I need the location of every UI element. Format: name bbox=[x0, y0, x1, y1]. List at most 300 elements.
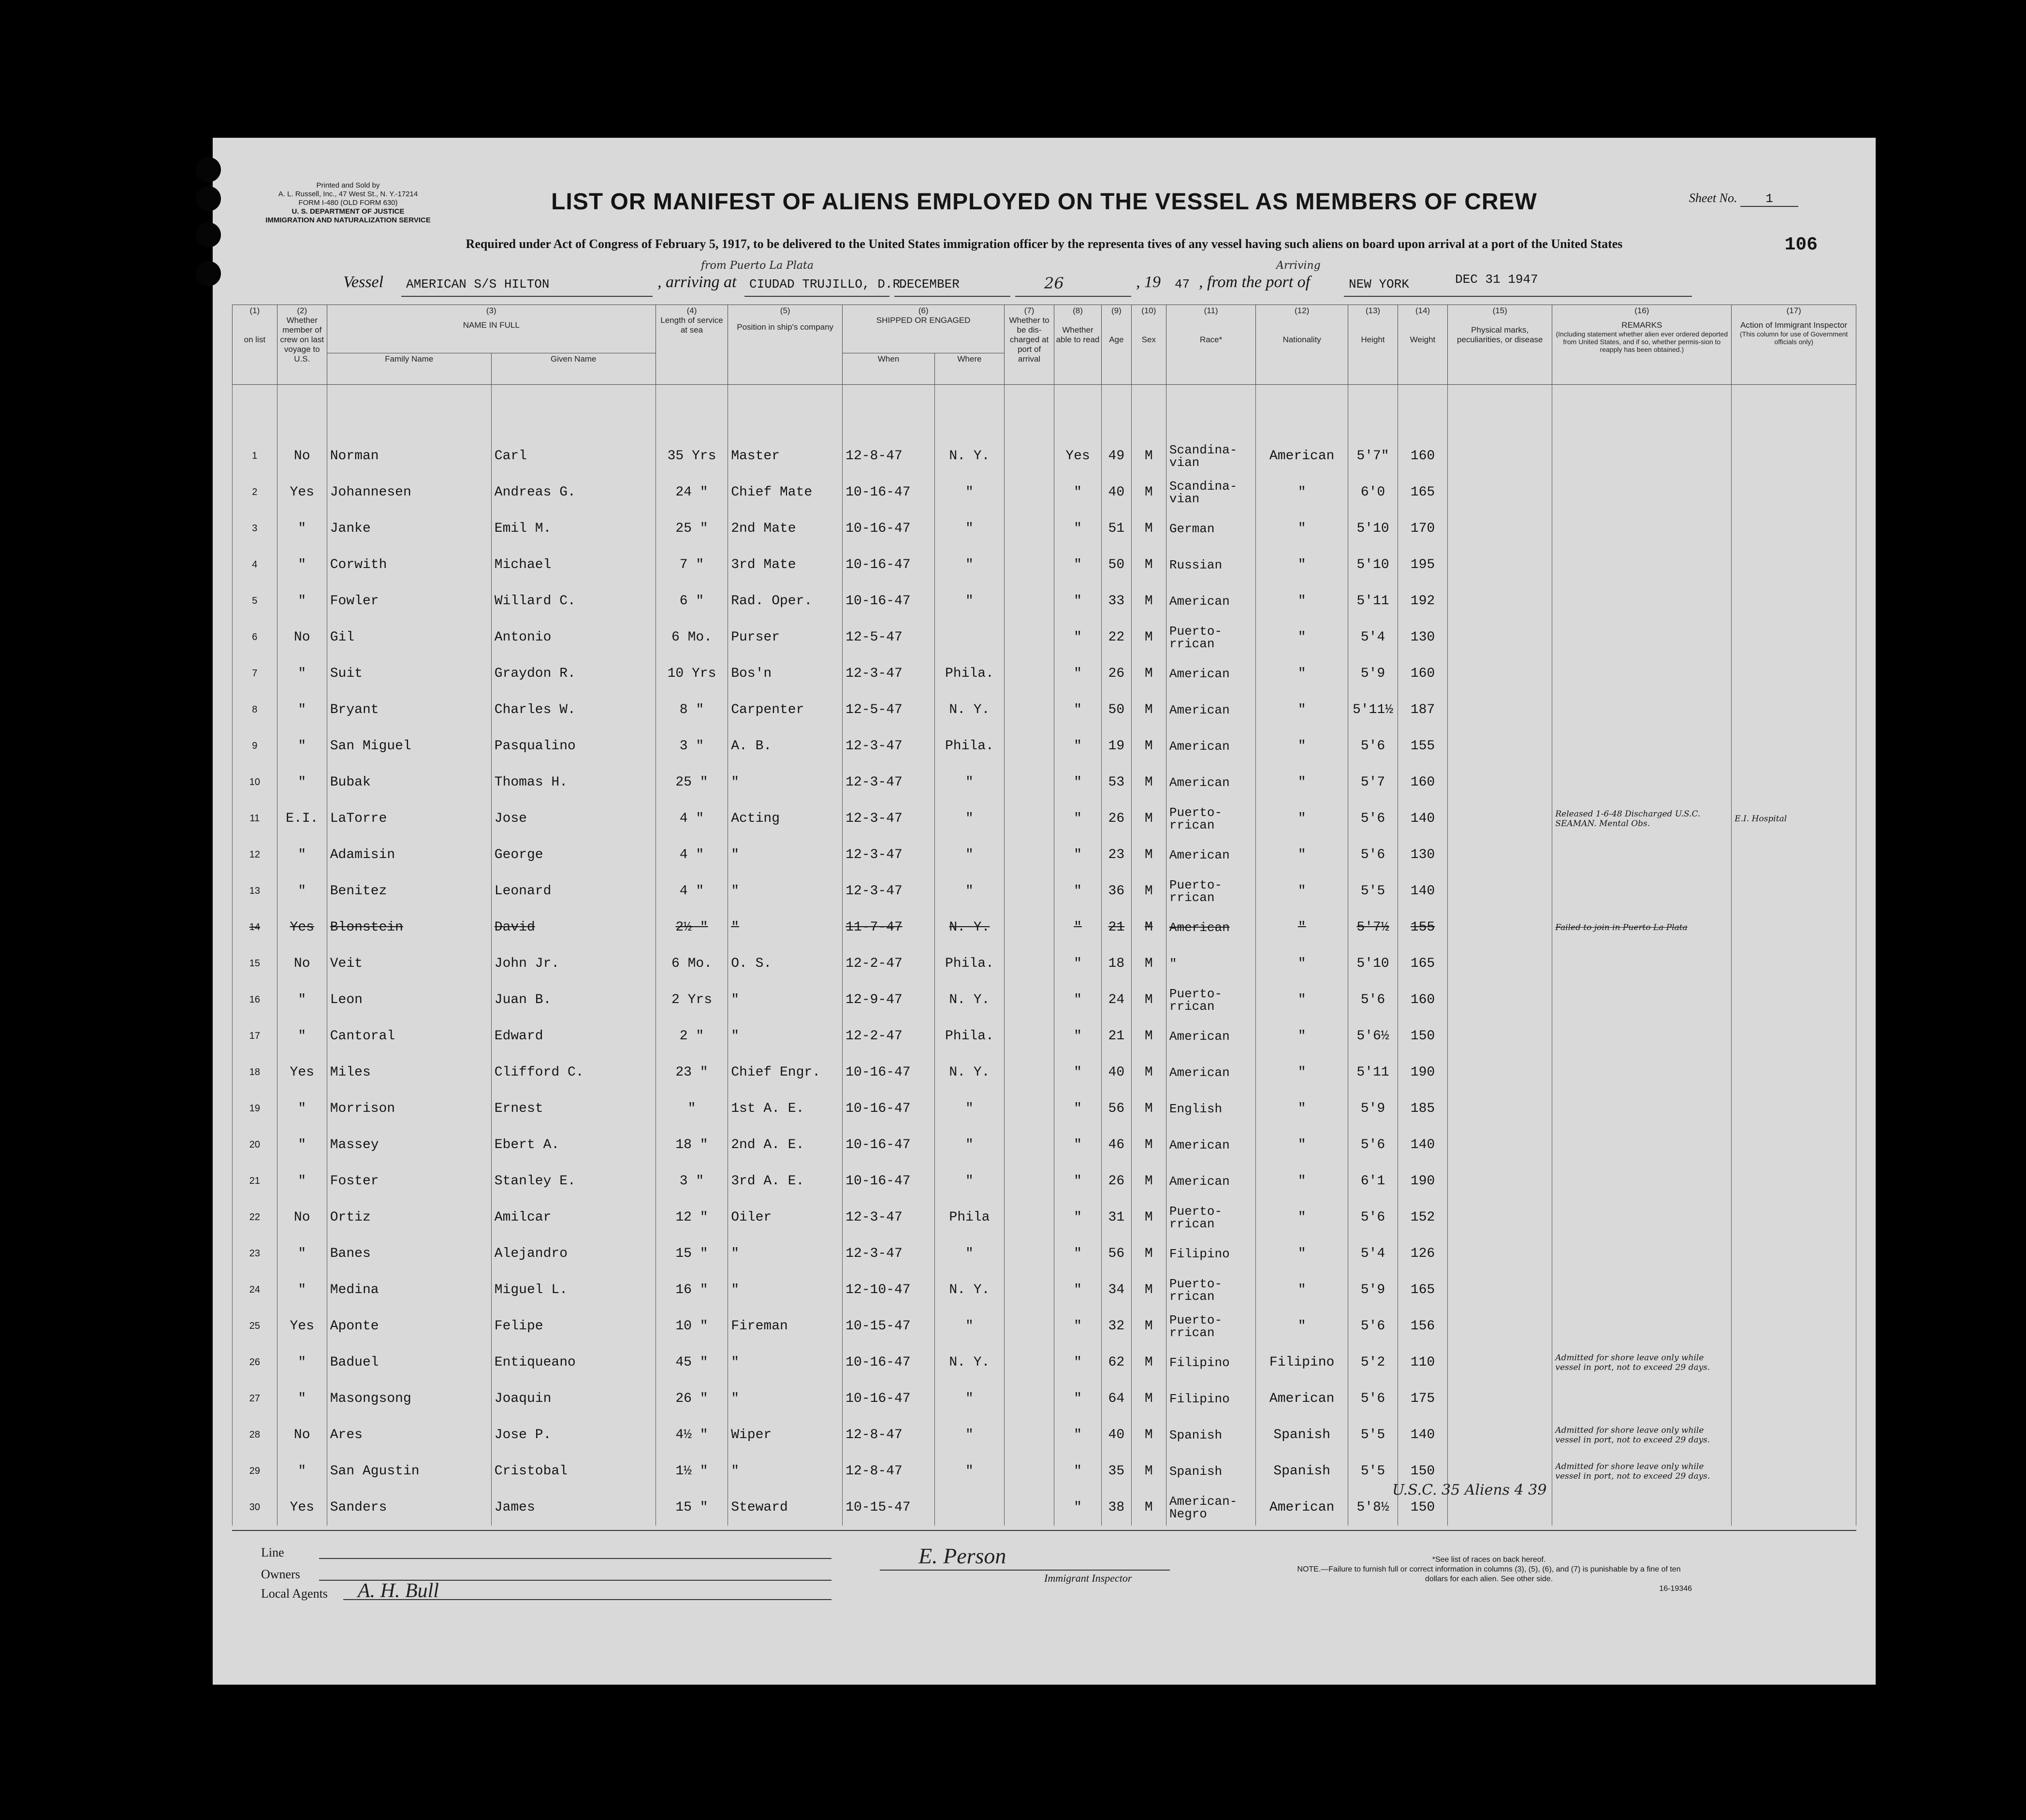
given-name-cell: Leonard bbox=[491, 873, 656, 909]
shipped-when-cell: 10-16-47 bbox=[843, 1127, 935, 1163]
remarks-cell bbox=[1552, 982, 1732, 1018]
family-name-cell: Baduel bbox=[327, 1344, 491, 1381]
weight-cell: 185 bbox=[1398, 1091, 1447, 1127]
weight-cell: 165 bbox=[1398, 1272, 1447, 1308]
shipped-where-cell: " bbox=[934, 1417, 1004, 1453]
given-name-cell: Thomas H. bbox=[491, 764, 656, 801]
given-name-cell: George bbox=[491, 837, 656, 873]
height-cell: 6'1 bbox=[1348, 1163, 1398, 1199]
age-cell: 26 bbox=[1101, 1163, 1131, 1199]
prev-voyage-cell: No bbox=[277, 946, 327, 982]
shipped-when-cell: 10-15-47 bbox=[843, 1489, 935, 1526]
physical-marks-cell bbox=[1448, 438, 1552, 474]
position-cell: Master bbox=[728, 438, 843, 474]
age-cell: 50 bbox=[1101, 692, 1131, 728]
weight-cell: 160 bbox=[1398, 764, 1447, 801]
col-header-given: Given Name bbox=[491, 353, 656, 385]
prev-voyage-cell: " bbox=[277, 873, 327, 909]
inspector-signature: E. Person bbox=[918, 1543, 1006, 1568]
position-cell: O. S. bbox=[728, 946, 843, 982]
position-cell: Chief Engr. bbox=[728, 1054, 843, 1091]
inspector-action-cell bbox=[1732, 1272, 1856, 1308]
row-number-cell: 27 bbox=[233, 1381, 277, 1417]
discharged-at-port-cell bbox=[1005, 1091, 1054, 1127]
physical-marks-cell bbox=[1448, 982, 1552, 1018]
position-cell: Carpenter bbox=[728, 692, 843, 728]
table-row bbox=[233, 982, 1856, 1018]
race-cell: American bbox=[1166, 728, 1255, 764]
remarks-cell bbox=[1552, 946, 1732, 982]
remarks-cell bbox=[1552, 1236, 1732, 1272]
length-of-service-cell: 4½ " bbox=[656, 1417, 728, 1453]
length-of-service-cell: 45 " bbox=[656, 1344, 728, 1381]
length-of-service-cell: 35 Yrs bbox=[656, 438, 728, 474]
physical-marks-cell bbox=[1448, 1272, 1552, 1308]
inspector-action-cell bbox=[1732, 1236, 1856, 1272]
col-header-9: (9) Age bbox=[1101, 305, 1131, 385]
document-title: LIST OR MANIFEST OF ALIENS EMPLOYED ON THE VESSEL AS MEMBERS OF CREW bbox=[551, 189, 1537, 215]
height-cell: 5'6 bbox=[1348, 1308, 1398, 1344]
given-name-cell: Ebert A. bbox=[491, 1127, 656, 1163]
height-cell: 5'9 bbox=[1348, 1091, 1398, 1127]
shipped-where-cell: " bbox=[934, 801, 1004, 837]
height-cell: 5'9 bbox=[1348, 655, 1398, 692]
remarks-cell bbox=[1552, 1308, 1732, 1344]
prev-voyage-cell: No bbox=[277, 1199, 327, 1236]
physical-marks-cell bbox=[1448, 1308, 1552, 1344]
position-cell: " bbox=[728, 1018, 843, 1054]
physical-marks-cell bbox=[1448, 655, 1552, 692]
inspector-action-cell bbox=[1732, 1163, 1856, 1199]
family-name-cell: San Agustin bbox=[327, 1453, 491, 1489]
table-row bbox=[233, 474, 1856, 510]
family-name-cell: Janke bbox=[327, 510, 491, 547]
col-header-14: (14) Weight bbox=[1398, 305, 1447, 385]
position-cell: " bbox=[728, 1453, 843, 1489]
family-name-cell: Suit bbox=[327, 655, 491, 692]
shipped-where-cell: Phila. bbox=[934, 1018, 1004, 1054]
nationality-cell: " bbox=[1256, 655, 1348, 692]
age-cell: 38 bbox=[1101, 1489, 1131, 1526]
prev-voyage-cell: E.I. bbox=[277, 801, 327, 837]
race-cell: Puerto-rrican bbox=[1166, 982, 1255, 1018]
family-name-cell: Medina bbox=[327, 1272, 491, 1308]
discharged-at-port-cell bbox=[1005, 1453, 1054, 1489]
inspector-action-cell bbox=[1732, 873, 1856, 909]
position-cell: " bbox=[728, 982, 843, 1018]
row-number-cell: 10 bbox=[233, 764, 277, 801]
prev-voyage-cell: No bbox=[277, 438, 327, 474]
family-name-cell: Aponte bbox=[327, 1308, 491, 1344]
family-name-cell: San Miguel bbox=[327, 728, 491, 764]
weight-cell: 187 bbox=[1398, 692, 1447, 728]
physical-marks-cell bbox=[1448, 873, 1552, 909]
nationality-cell: " bbox=[1256, 1236, 1348, 1272]
physical-marks-cell bbox=[1448, 728, 1552, 764]
physical-marks-cell bbox=[1448, 1417, 1552, 1453]
date-stamp: DEC 31 1947 bbox=[1455, 272, 1538, 287]
discharged-at-port-cell bbox=[1005, 873, 1054, 909]
family-name-cell: Ortiz bbox=[327, 1199, 491, 1236]
family-name-cell: Johannesen bbox=[327, 474, 491, 510]
prev-voyage-cell: " bbox=[277, 837, 327, 873]
table-row bbox=[233, 619, 1856, 655]
physical-marks-cell bbox=[1448, 583, 1552, 619]
table-row bbox=[233, 1127, 1856, 1163]
age-cell: 32 bbox=[1101, 1308, 1131, 1344]
row-number-cell: 26 bbox=[233, 1344, 277, 1381]
height-cell: 5'10 bbox=[1348, 946, 1398, 982]
crew-table bbox=[232, 305, 1856, 1526]
arrival-month: DECEMBER bbox=[899, 277, 960, 291]
inspector-action-cell bbox=[1732, 474, 1856, 510]
prev-voyage-cell: " bbox=[277, 655, 327, 692]
weight-cell: 140 bbox=[1398, 873, 1447, 909]
shipped-where-cell: N. Y. bbox=[934, 1272, 1004, 1308]
weight-cell: 110 bbox=[1398, 1344, 1447, 1381]
table-row bbox=[233, 547, 1856, 583]
family-name-cell: Bubak bbox=[327, 764, 491, 801]
row-number-cell: 2 bbox=[233, 474, 277, 510]
able-to-read-cell: " bbox=[1054, 1091, 1102, 1127]
given-name-cell: James bbox=[491, 1489, 656, 1526]
length-of-service-cell: 6 Mo. bbox=[656, 619, 728, 655]
discharged-at-port-cell bbox=[1005, 909, 1054, 946]
vessel-line: Vessel AMERICAN S/S HILTON , arriving at from Puerto La Plata CIUDAD TRUJILLO, D.R. DECEMBER 26 , 19 47 , from the port of Arriving NEW YORK DEC 31 1947 bbox=[213, 268, 1876, 302]
weight-cell: 170 bbox=[1398, 510, 1447, 547]
shipped-where-cell: Phila. bbox=[934, 655, 1004, 692]
col-header-where: Where bbox=[934, 353, 1004, 385]
row-number-cell: 5 bbox=[233, 583, 277, 619]
physical-marks-cell bbox=[1448, 1199, 1552, 1236]
inspector-action-cell bbox=[1732, 946, 1856, 982]
row-number-cell: 14 bbox=[233, 909, 277, 946]
inspector-action-cell bbox=[1732, 764, 1856, 801]
nationality-cell: Spanish bbox=[1256, 1453, 1348, 1489]
age-cell: 36 bbox=[1101, 873, 1131, 909]
remarks-cell bbox=[1552, 1018, 1732, 1054]
sex-cell: M bbox=[1131, 801, 1166, 837]
remarks-cell bbox=[1552, 1163, 1732, 1199]
discharged-at-port-cell bbox=[1005, 1417, 1054, 1453]
given-name-cell: Cristobal bbox=[491, 1453, 656, 1489]
row-number-cell: 4 bbox=[233, 547, 277, 583]
nationality-cell: " bbox=[1256, 982, 1348, 1018]
race-cell: Spanish bbox=[1166, 1453, 1255, 1489]
able-to-read-cell: " bbox=[1054, 619, 1102, 655]
family-name-cell: Norman bbox=[327, 438, 491, 474]
remarks-cell bbox=[1552, 619, 1732, 655]
able-to-read-cell: " bbox=[1054, 1236, 1102, 1272]
race-cell: Puerto-rrican bbox=[1166, 1308, 1255, 1344]
row-number-cell: 23 bbox=[233, 1236, 277, 1272]
shipped-where-cell: " bbox=[934, 583, 1004, 619]
position-cell: 3rd A. E. bbox=[728, 1163, 843, 1199]
weight-cell: 155 bbox=[1398, 728, 1447, 764]
table-row bbox=[233, 1308, 1856, 1344]
inspector-action-cell bbox=[1732, 982, 1856, 1018]
sex-cell: M bbox=[1131, 692, 1166, 728]
vessel-name: AMERICAN S/S HILTON bbox=[406, 277, 550, 291]
shipped-when-cell: 10-16-47 bbox=[843, 1344, 935, 1381]
table-row bbox=[233, 692, 1856, 728]
col-header-family: Family Name bbox=[327, 353, 491, 385]
length-of-service-cell: 25 " bbox=[656, 764, 728, 801]
physical-marks-cell bbox=[1448, 474, 1552, 510]
position-cell: 3rd Mate bbox=[728, 547, 843, 583]
height-cell: 5'7" bbox=[1348, 438, 1398, 474]
weight-cell: 192 bbox=[1398, 583, 1447, 619]
physical-marks-cell bbox=[1448, 1163, 1552, 1199]
age-cell: 19 bbox=[1101, 728, 1131, 764]
remarks-cell bbox=[1552, 474, 1732, 510]
inspector-action-cell bbox=[1732, 1381, 1856, 1417]
crew-rows bbox=[233, 385, 1856, 1526]
discharged-at-port-cell bbox=[1005, 474, 1054, 510]
punch-hole bbox=[196, 157, 221, 182]
table-row bbox=[233, 1091, 1856, 1127]
race-cell: Spanish bbox=[1166, 1417, 1255, 1453]
table-row bbox=[233, 583, 1856, 619]
position-cell: Fireman bbox=[728, 1308, 843, 1344]
row-number-cell: 22 bbox=[233, 1199, 277, 1236]
discharged-at-port-cell bbox=[1005, 1272, 1054, 1308]
shipped-where-cell: " bbox=[934, 873, 1004, 909]
weight-cell: 126 bbox=[1398, 1236, 1447, 1272]
shipped-when-cell: 12-3-47 bbox=[843, 801, 935, 837]
discharged-at-port-cell bbox=[1005, 982, 1054, 1018]
age-cell: 33 bbox=[1101, 583, 1131, 619]
physical-marks-cell bbox=[1448, 547, 1552, 583]
col-header-17: (17) Action of Immigrant Inspector (This column for use of Government officials only) bbox=[1732, 305, 1856, 385]
given-name-cell: Entiqueano bbox=[491, 1344, 656, 1381]
position-cell: Steward bbox=[728, 1489, 843, 1526]
length-of-service-cell: 3 " bbox=[656, 1163, 728, 1199]
nationality-cell: " bbox=[1256, 909, 1348, 946]
race-cell: Puerto-rrican bbox=[1166, 1199, 1255, 1236]
nationality-cell: American bbox=[1256, 438, 1348, 474]
age-cell: 56 bbox=[1101, 1236, 1131, 1272]
inspector-action-cell bbox=[1732, 1417, 1856, 1453]
physical-marks-cell bbox=[1448, 1127, 1552, 1163]
weight-cell: 165 bbox=[1398, 946, 1447, 982]
shipped-where-cell bbox=[934, 619, 1004, 655]
row-number-cell: 8 bbox=[233, 692, 277, 728]
race-cell: Puerto-rrican bbox=[1166, 1272, 1255, 1308]
weight-cell: 152 bbox=[1398, 1199, 1447, 1236]
remarks-cell bbox=[1552, 1489, 1732, 1526]
inspector-action-cell bbox=[1732, 547, 1856, 583]
physical-marks-cell bbox=[1448, 692, 1552, 728]
table-row bbox=[233, 909, 1856, 946]
table-row bbox=[233, 801, 1856, 837]
given-name-cell: David bbox=[491, 909, 656, 946]
discharged-at-port-cell bbox=[1005, 655, 1054, 692]
nationality-cell: " bbox=[1256, 1127, 1348, 1163]
sex-cell: M bbox=[1131, 1199, 1166, 1236]
race-cell: Russian bbox=[1166, 547, 1255, 583]
physical-marks-cell bbox=[1448, 801, 1552, 837]
shipped-when-cell: 11-7-47 bbox=[843, 909, 935, 946]
sex-cell: M bbox=[1131, 1417, 1166, 1453]
remarks-cell bbox=[1552, 764, 1732, 801]
physical-marks-cell bbox=[1448, 510, 1552, 547]
age-cell: 31 bbox=[1101, 1199, 1131, 1236]
weight-cell: 130 bbox=[1398, 619, 1447, 655]
nationality-cell: " bbox=[1256, 692, 1348, 728]
inspector-action-cell bbox=[1732, 655, 1856, 692]
shipped-where-cell: N. Y. bbox=[934, 909, 1004, 946]
sex-cell: M bbox=[1131, 1381, 1166, 1417]
nationality-cell: American bbox=[1256, 1381, 1348, 1417]
length-of-service-cell: 10 Yrs bbox=[656, 655, 728, 692]
prev-voyage-cell: No bbox=[277, 619, 327, 655]
inspector-action-cell bbox=[1732, 1054, 1856, 1091]
row-number-cell: 13 bbox=[233, 873, 277, 909]
length-of-service-cell: 23 " bbox=[656, 1054, 728, 1091]
length-of-service-cell: 3 " bbox=[656, 728, 728, 764]
given-name-cell: Stanley E. bbox=[491, 1163, 656, 1199]
discharged-at-port-cell bbox=[1005, 583, 1054, 619]
inspector-action-cell bbox=[1732, 1127, 1856, 1163]
discharged-at-port-cell bbox=[1005, 510, 1054, 547]
remarks-cell bbox=[1552, 547, 1732, 583]
table-row bbox=[233, 837, 1856, 873]
prev-voyage-cell: Yes bbox=[277, 474, 327, 510]
shipped-when-cell: 12-3-47 bbox=[843, 1199, 935, 1236]
sex-cell: M bbox=[1131, 982, 1166, 1018]
shipped-where-cell: N. Y. bbox=[934, 1054, 1004, 1091]
sex-cell: M bbox=[1131, 1091, 1166, 1127]
shipped-when-cell: 12-8-47 bbox=[843, 438, 935, 474]
able-to-read-cell: " bbox=[1054, 1489, 1102, 1526]
prev-voyage-cell: " bbox=[277, 1381, 327, 1417]
table-row bbox=[233, 728, 1856, 764]
inspector-action-cell bbox=[1732, 438, 1856, 474]
given-name-cell: Amilcar bbox=[491, 1199, 656, 1236]
handwritten-from: from Puerto La Plata bbox=[701, 260, 814, 272]
race-cell: Puerto-rrican bbox=[1166, 801, 1255, 837]
shipped-when-cell: 12-8-47 bbox=[843, 1417, 935, 1453]
family-name-cell: Bryant bbox=[327, 692, 491, 728]
inspector-action-cell bbox=[1732, 1308, 1856, 1344]
able-to-read-cell: " bbox=[1054, 1344, 1102, 1381]
sex-cell: M bbox=[1131, 728, 1166, 764]
physical-marks-cell bbox=[1448, 1344, 1552, 1381]
prev-voyage-cell: Yes bbox=[277, 1308, 327, 1344]
nationality-cell: " bbox=[1256, 547, 1348, 583]
nationality-cell: " bbox=[1256, 801, 1348, 837]
col-header-2: (2) Whether member of crew on last voyage to U.S. bbox=[277, 305, 327, 385]
sex-cell: M bbox=[1131, 1163, 1166, 1199]
position-cell: " bbox=[728, 1381, 843, 1417]
inspector-action-cell bbox=[1732, 510, 1856, 547]
given-name-cell: Pasqualino bbox=[491, 728, 656, 764]
weight-cell: 160 bbox=[1398, 982, 1447, 1018]
given-name-cell: Alejandro bbox=[491, 1236, 656, 1272]
position-cell: 2nd A. E. bbox=[728, 1127, 843, 1163]
length-of-service-cell: 24 " bbox=[656, 474, 728, 510]
age-cell: 21 bbox=[1101, 909, 1131, 946]
sex-cell: M bbox=[1131, 510, 1166, 547]
able-to-read-cell: " bbox=[1054, 764, 1102, 801]
family-name-cell: Cantoral bbox=[327, 1018, 491, 1054]
shipped-where-cell: " bbox=[934, 474, 1004, 510]
position-cell: " bbox=[728, 1272, 843, 1308]
race-cell: American bbox=[1166, 909, 1255, 946]
family-name-cell: Blonstein bbox=[327, 909, 491, 946]
position-cell: " bbox=[728, 909, 843, 946]
nationality-cell: " bbox=[1256, 1163, 1348, 1199]
inspector-action-cell bbox=[1732, 692, 1856, 728]
remarks-cell: Released 1-6-48 Discharged U.S.C. SEAMAN. Mental Obs. bbox=[1552, 801, 1732, 837]
nationality-cell: " bbox=[1256, 764, 1348, 801]
table-row bbox=[233, 1489, 1856, 1526]
race-cell: German bbox=[1166, 510, 1255, 547]
age-cell: 40 bbox=[1101, 474, 1131, 510]
inspector-action-cell bbox=[1732, 909, 1856, 946]
weight-cell: 175 bbox=[1398, 1381, 1447, 1417]
given-name-cell: Willard C. bbox=[491, 583, 656, 619]
col-header-13: (13) Height bbox=[1348, 305, 1398, 385]
weight-cell: 160 bbox=[1398, 655, 1447, 692]
nationality-cell: " bbox=[1256, 1308, 1348, 1344]
shipped-where-cell: " bbox=[934, 1381, 1004, 1417]
family-name-cell: Leon bbox=[327, 982, 491, 1018]
shipped-when-cell: 10-16-47 bbox=[843, 474, 935, 510]
inspector-action-cell bbox=[1732, 837, 1856, 873]
sex-cell: M bbox=[1131, 1344, 1166, 1381]
race-cell: American bbox=[1166, 692, 1255, 728]
length-of-service-cell: 7 " bbox=[656, 547, 728, 583]
height-cell: 5'6½ bbox=[1348, 1018, 1398, 1054]
family-name-cell: Gil bbox=[327, 619, 491, 655]
able-to-read-cell: " bbox=[1054, 1199, 1102, 1236]
arrival-day: 26 bbox=[1044, 274, 1064, 292]
able-to-read-cell: " bbox=[1054, 1381, 1102, 1417]
row-number-cell: 3 bbox=[233, 510, 277, 547]
prev-voyage-cell: " bbox=[277, 1236, 327, 1272]
remarks-cell: Failed to join in Puerto La Plata bbox=[1552, 909, 1732, 946]
nationality-cell: Spanish bbox=[1256, 1417, 1348, 1453]
sex-cell: M bbox=[1131, 583, 1166, 619]
document-subtitle: Required under Act of Congress of February 5, 1917, to be delivered to the United States immigration officer by the representa tives of any vessel having such aliens on board upon arrival at a port of the United States bbox=[466, 237, 1623, 251]
length-of-service-cell: 15 " bbox=[656, 1489, 728, 1526]
sex-cell: M bbox=[1131, 1272, 1166, 1308]
remarks-cell bbox=[1552, 1199, 1732, 1236]
able-to-read-cell: " bbox=[1054, 1453, 1102, 1489]
height-cell: 5'2 bbox=[1348, 1344, 1398, 1381]
shipped-when-cell: 10-16-47 bbox=[843, 1054, 935, 1091]
prev-voyage-cell: Yes bbox=[277, 909, 327, 946]
able-to-read-cell: " bbox=[1054, 1054, 1102, 1091]
discharged-at-port-cell bbox=[1005, 1054, 1054, 1091]
weight-cell: 165 bbox=[1398, 474, 1447, 510]
table-row bbox=[233, 1018, 1856, 1054]
nationality-cell: Filipino bbox=[1256, 1344, 1348, 1381]
row-number-cell: 6 bbox=[233, 619, 277, 655]
physical-marks-cell bbox=[1448, 1236, 1552, 1272]
discharged-at-port-cell bbox=[1005, 438, 1054, 474]
weight-cell: 190 bbox=[1398, 1163, 1447, 1199]
discharged-at-port-cell bbox=[1005, 801, 1054, 837]
table-row bbox=[233, 873, 1856, 909]
shipped-where-cell: " bbox=[934, 510, 1004, 547]
discharged-at-port-cell bbox=[1005, 1489, 1054, 1526]
position-cell: 2nd Mate bbox=[728, 510, 843, 547]
sex-cell: M bbox=[1131, 474, 1166, 510]
row-number-cell: 30 bbox=[233, 1489, 277, 1526]
